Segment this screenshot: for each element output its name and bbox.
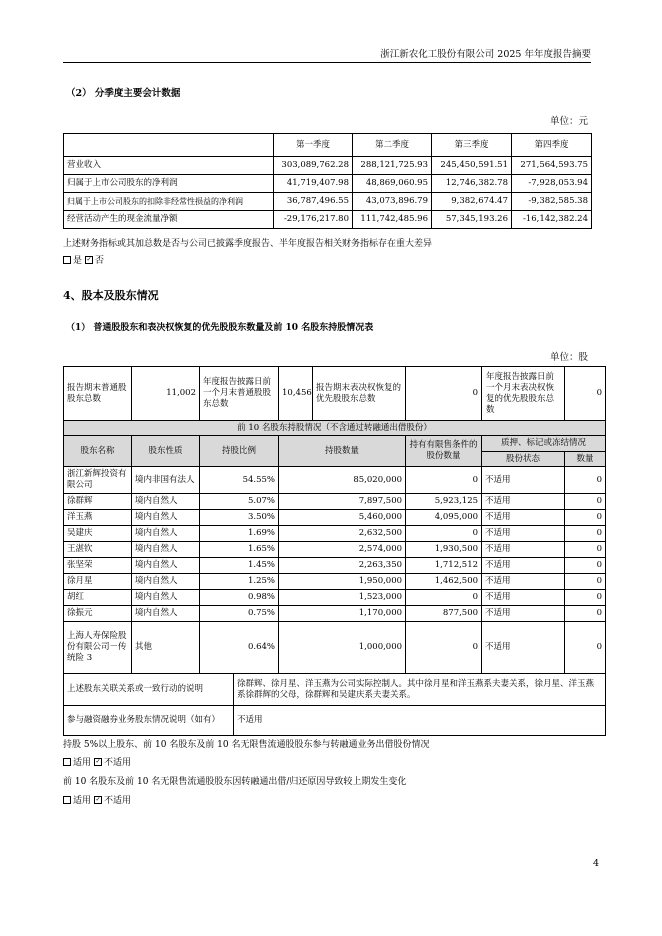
col-header-pledge: 质押、标记或冻结情况 <box>482 436 606 452</box>
shareholder-ratio: 1.25% <box>200 574 279 590</box>
shareholder-qty: 1,170,000 <box>279 606 406 622</box>
shareholder-table <box>63 366 606 736</box>
shareholder-name: 浙江新辉投资有限公司 <box>64 467 132 494</box>
shareholder-name: 王湛钦 <box>64 542 132 558</box>
shareholder-restricted: 4,095,000 <box>406 510 482 526</box>
shareholder-nature: 境内自然人 <box>132 542 200 558</box>
shareholder-ratio: 0.64% <box>200 622 279 674</box>
related-text: 徐群辉、徐月星、洋玉燕为公司实际控制人。其中徐月星和洋玉燕系夫妻关系，徐月星、洋玉燕系徐群辉的父母，徐群辉和吴建庆系夫妻关系。 <box>234 674 606 706</box>
quarterly-cell: -9,382,585.38 <box>512 193 592 211</box>
shareholder-name: 徐月星 <box>64 574 132 590</box>
quarterly-cell: 245,450,591.51 <box>432 157 512 175</box>
col-header-qty: 持股数量 <box>279 436 406 467</box>
shareholder-status: 不适用 <box>482 542 565 558</box>
summary-label-1: 报告期末普通股股东总数 <box>64 367 132 421</box>
summary-label-4: 年度报告披露日前一个月末表决权恢复的优先股股东总数 <box>482 367 565 421</box>
shareholder-ratio: 0.75% <box>200 606 279 622</box>
shareholder-qty: 7,897,500 <box>279 494 406 510</box>
shareholder-unit: 单位：股 <box>549 352 588 363</box>
shareholder-nature: 其他 <box>132 622 200 674</box>
checkbox-unchecked-icon <box>63 256 71 264</box>
shareholder-name: 上海人寿保险股份有限公司－传统险 3 <box>64 622 132 674</box>
quarterly-cell: -16,142,382.24 <box>512 211 592 229</box>
shareholder-qty: 85,020,000 <box>279 467 406 494</box>
shareholder-qty: 5,460,000 <box>279 510 406 526</box>
shareholder-qty: 1,950,000 <box>279 574 406 590</box>
quarterly-cell: 9,382,674.47 <box>432 193 512 211</box>
shareholder-status: 不适用 <box>482 622 565 674</box>
table-row <box>64 542 606 558</box>
shareholder-status: 不适用 <box>482 526 565 542</box>
checkbox-checked-icon: ✓ <box>86 255 92 263</box>
checkbox-checked-icon: ✓ <box>95 795 101 803</box>
shareholder-count: 0 <box>565 558 606 574</box>
shareholder-nature: 境内自然人 <box>132 494 200 510</box>
shareholder-restricted: 1,930,500 <box>406 542 482 558</box>
shareholder-nature: 境内自然人 <box>132 606 200 622</box>
shareholder-restricted: 0 <box>406 467 482 494</box>
shareholder-restricted: 0 <box>406 622 482 674</box>
col-header-name: 股东名称 <box>64 436 132 467</box>
summary-value-1: 11,002 <box>132 367 200 421</box>
col-header-count: 数量 <box>565 452 606 467</box>
shareholder-name: 张坚荣 <box>64 558 132 574</box>
margin-label: 参与融资融券业务股东情况说明（如有） <box>64 706 234 736</box>
quarterly-cell: 43,073,896.79 <box>353 193 432 211</box>
quarterly-cell: 111,742,485.96 <box>353 211 432 229</box>
shareholder-count: 0 <box>565 542 606 558</box>
shareholder-nature: 境内自然人 <box>132 574 200 590</box>
not-applicable-label: 不适用 <box>104 796 132 806</box>
shareholder-nature: 境内自然人 <box>132 590 200 606</box>
shareholder-ratio: 5.07% <box>200 494 279 510</box>
shareholder-count: 0 <box>565 494 606 510</box>
quarterly-cell: 41,719,407.98 <box>274 175 353 193</box>
shareholder-nature: 境内自然人 <box>132 526 200 542</box>
shareholder-status: 不适用 <box>482 510 565 526</box>
choice-no-label: 否 <box>95 256 105 266</box>
checkbox-unchecked-icon <box>63 758 71 766</box>
quarterly-cell: 288,121,725.93 <box>353 157 432 175</box>
section4-heading: 4、股本及股东情况 <box>63 289 159 302</box>
shareholder-status: 不适用 <box>482 574 565 590</box>
page-number: 4 <box>592 858 599 869</box>
lending-note-2: 前 10 名股东及前 10 名无限售流通股股东因转融通出借/归还原因导致较上期发生变化 <box>63 777 407 787</box>
shareholder-nature: 境内非国有法人 <box>132 467 200 494</box>
summary-value-2: 10,456 <box>279 367 313 421</box>
margin-text: 不适用 <box>234 706 606 736</box>
shareholder-ratio: 1.45% <box>200 558 279 574</box>
checkbox-checked-icon: ✓ <box>95 757 101 765</box>
quarterly-col-q3: 第三季度 <box>432 134 512 157</box>
shareholder-ratio: 1.69% <box>200 526 279 542</box>
lending-choice-2 <box>63 793 131 806</box>
table-row <box>64 606 606 622</box>
shareholder-name: 徐群辉 <box>64 494 132 510</box>
quarterly-cell: -7,928,053.94 <box>512 175 592 193</box>
shareholder-qty: 2,632,500 <box>279 526 406 542</box>
shareholder-restricted: 5,923,125 <box>406 494 482 510</box>
quarterly-cell: 48,869,060.95 <box>353 175 432 193</box>
col-header-nature: 股东性质 <box>132 436 200 467</box>
quarterly-row-label: 经营活动产生的现金流量净额 <box>64 211 274 229</box>
quarterly-unit: 单位：元 <box>549 116 588 127</box>
shareholder-restricted: 0 <box>406 590 482 606</box>
shareholder-count: 0 <box>565 622 606 674</box>
shareholder-ratio: 54.55% <box>200 467 279 494</box>
shareholder-count: 0 <box>565 510 606 526</box>
shareholder-qty: 1,523,000 <box>279 590 406 606</box>
shareholder-status: 不适用 <box>482 606 565 622</box>
quarterly-cell: 303,089,762.28 <box>274 157 353 175</box>
shareholder-qty: 1,000,000 <box>279 622 406 674</box>
table-row <box>64 574 606 590</box>
summary-value-3: 0 <box>406 367 482 421</box>
table-row <box>64 467 606 494</box>
quarterly-row-label: 归属于上市公司股东的扣除非经常性损益的净利润 <box>64 193 274 211</box>
shareholder-ratio: 0.98% <box>200 590 279 606</box>
header-divider <box>63 62 591 63</box>
shareholder-count: 0 <box>565 590 606 606</box>
shareholder-ratio: 1.65% <box>200 542 279 558</box>
quarterly-row-label: 营业收入 <box>64 157 274 175</box>
quarterly-header-blank <box>64 134 274 157</box>
shareholder-name: 吴建庆 <box>64 526 132 542</box>
quarterly-cell: -29,176,217.80 <box>274 211 353 229</box>
quarterly-col-q4: 第四季度 <box>512 134 592 157</box>
table-row <box>64 494 606 510</box>
quarterly-heading: （2） 分季度主要会计数据 <box>66 88 181 99</box>
choice-yes-label: 是 <box>73 256 83 266</box>
shareholder-status: 不适用 <box>482 494 565 510</box>
not-applicable-label: 不适用 <box>104 758 132 768</box>
shareholder-restricted: 0 <box>406 526 482 542</box>
col-header-restricted: 持有有限售条件的股份数量 <box>406 436 482 467</box>
shareholder-ratio: 3.50% <box>200 510 279 526</box>
shareholder-restricted: 877,500 <box>406 606 482 622</box>
shareholder-name: 徐振元 <box>64 606 132 622</box>
quarterly-note: 上述财务指标或其加总数是否与公司已披露季度报告、半年度报告相关财务指标存在重大差异 <box>63 239 433 249</box>
table-row <box>64 590 606 606</box>
quarterly-cell: 12,746,382.78 <box>432 175 512 193</box>
quarterly-row-label: 归属于上市公司股东的净利润 <box>64 175 274 193</box>
quarterly-col-q1: 第一季度 <box>274 134 353 157</box>
shareholder-restricted: 1,462,500 <box>406 574 482 590</box>
quarterly-cell: 271,564,593.75 <box>512 157 592 175</box>
top10-title: 前 10 名股东持股情况（不含通过转融通出借股份） <box>64 421 606 436</box>
col-header-status: 股份状态 <box>482 452 565 467</box>
table-row <box>64 622 606 674</box>
quarterly-table <box>63 133 592 229</box>
shareholder-restricted: 1,712,512 <box>406 558 482 574</box>
shareholder-count: 0 <box>565 467 606 494</box>
lending-note-1: 持股 5%以上股东、前 10 名股东及前 10 名无限售流通股股东参与转融通业务出借股份情况 <box>63 740 430 750</box>
summary-value-4: 0 <box>565 367 606 421</box>
lending-choice-1 <box>63 755 131 768</box>
shareholder-nature: 境内自然人 <box>132 558 200 574</box>
applicable-label: 适用 <box>73 796 92 806</box>
table-row <box>64 558 606 574</box>
quarterly-cell: 36,787,496.55 <box>274 193 353 211</box>
shareholder-count: 0 <box>565 526 606 542</box>
shareholder-qty: 2,574,000 <box>279 542 406 558</box>
shareholder-count: 0 <box>565 606 606 622</box>
shareholder-qty: 2,263,350 <box>279 558 406 574</box>
table-row <box>64 510 606 526</box>
summary-label-3: 报告期末表决权恢复的优先股股东总数 <box>313 367 406 421</box>
shareholder-name: 洋玉燕 <box>64 510 132 526</box>
applicable-label: 适用 <box>73 758 92 768</box>
table-row <box>64 526 606 542</box>
shareholder-count: 0 <box>565 574 606 590</box>
shareholder-status: 不适用 <box>482 558 565 574</box>
shareholder-status: 不适用 <box>482 467 565 494</box>
shareholder-nature: 境内自然人 <box>132 510 200 526</box>
report-header-title: 浙江新农化工股份有限公司 2025 年年度报告摘要 <box>380 49 591 60</box>
quarterly-cell: 57,345,193.26 <box>432 211 512 229</box>
summary-label-2: 年度报告披露日前一个月末普通股股东总数 <box>200 367 279 421</box>
section4-subheading: （1） 普通股股东和表决权恢复的优先股股东数量及前 10 名股东持股情况表 <box>66 323 374 333</box>
quarterly-choice <box>63 253 104 266</box>
shareholder-name: 胡红 <box>64 590 132 606</box>
col-header-ratio: 持股比例 <box>200 436 279 467</box>
shareholder-status: 不适用 <box>482 590 565 606</box>
related-label: 上述股东关联关系或一致行动的说明 <box>64 674 234 706</box>
quarterly-col-q2: 第二季度 <box>353 134 432 157</box>
checkbox-unchecked-icon <box>63 796 71 804</box>
